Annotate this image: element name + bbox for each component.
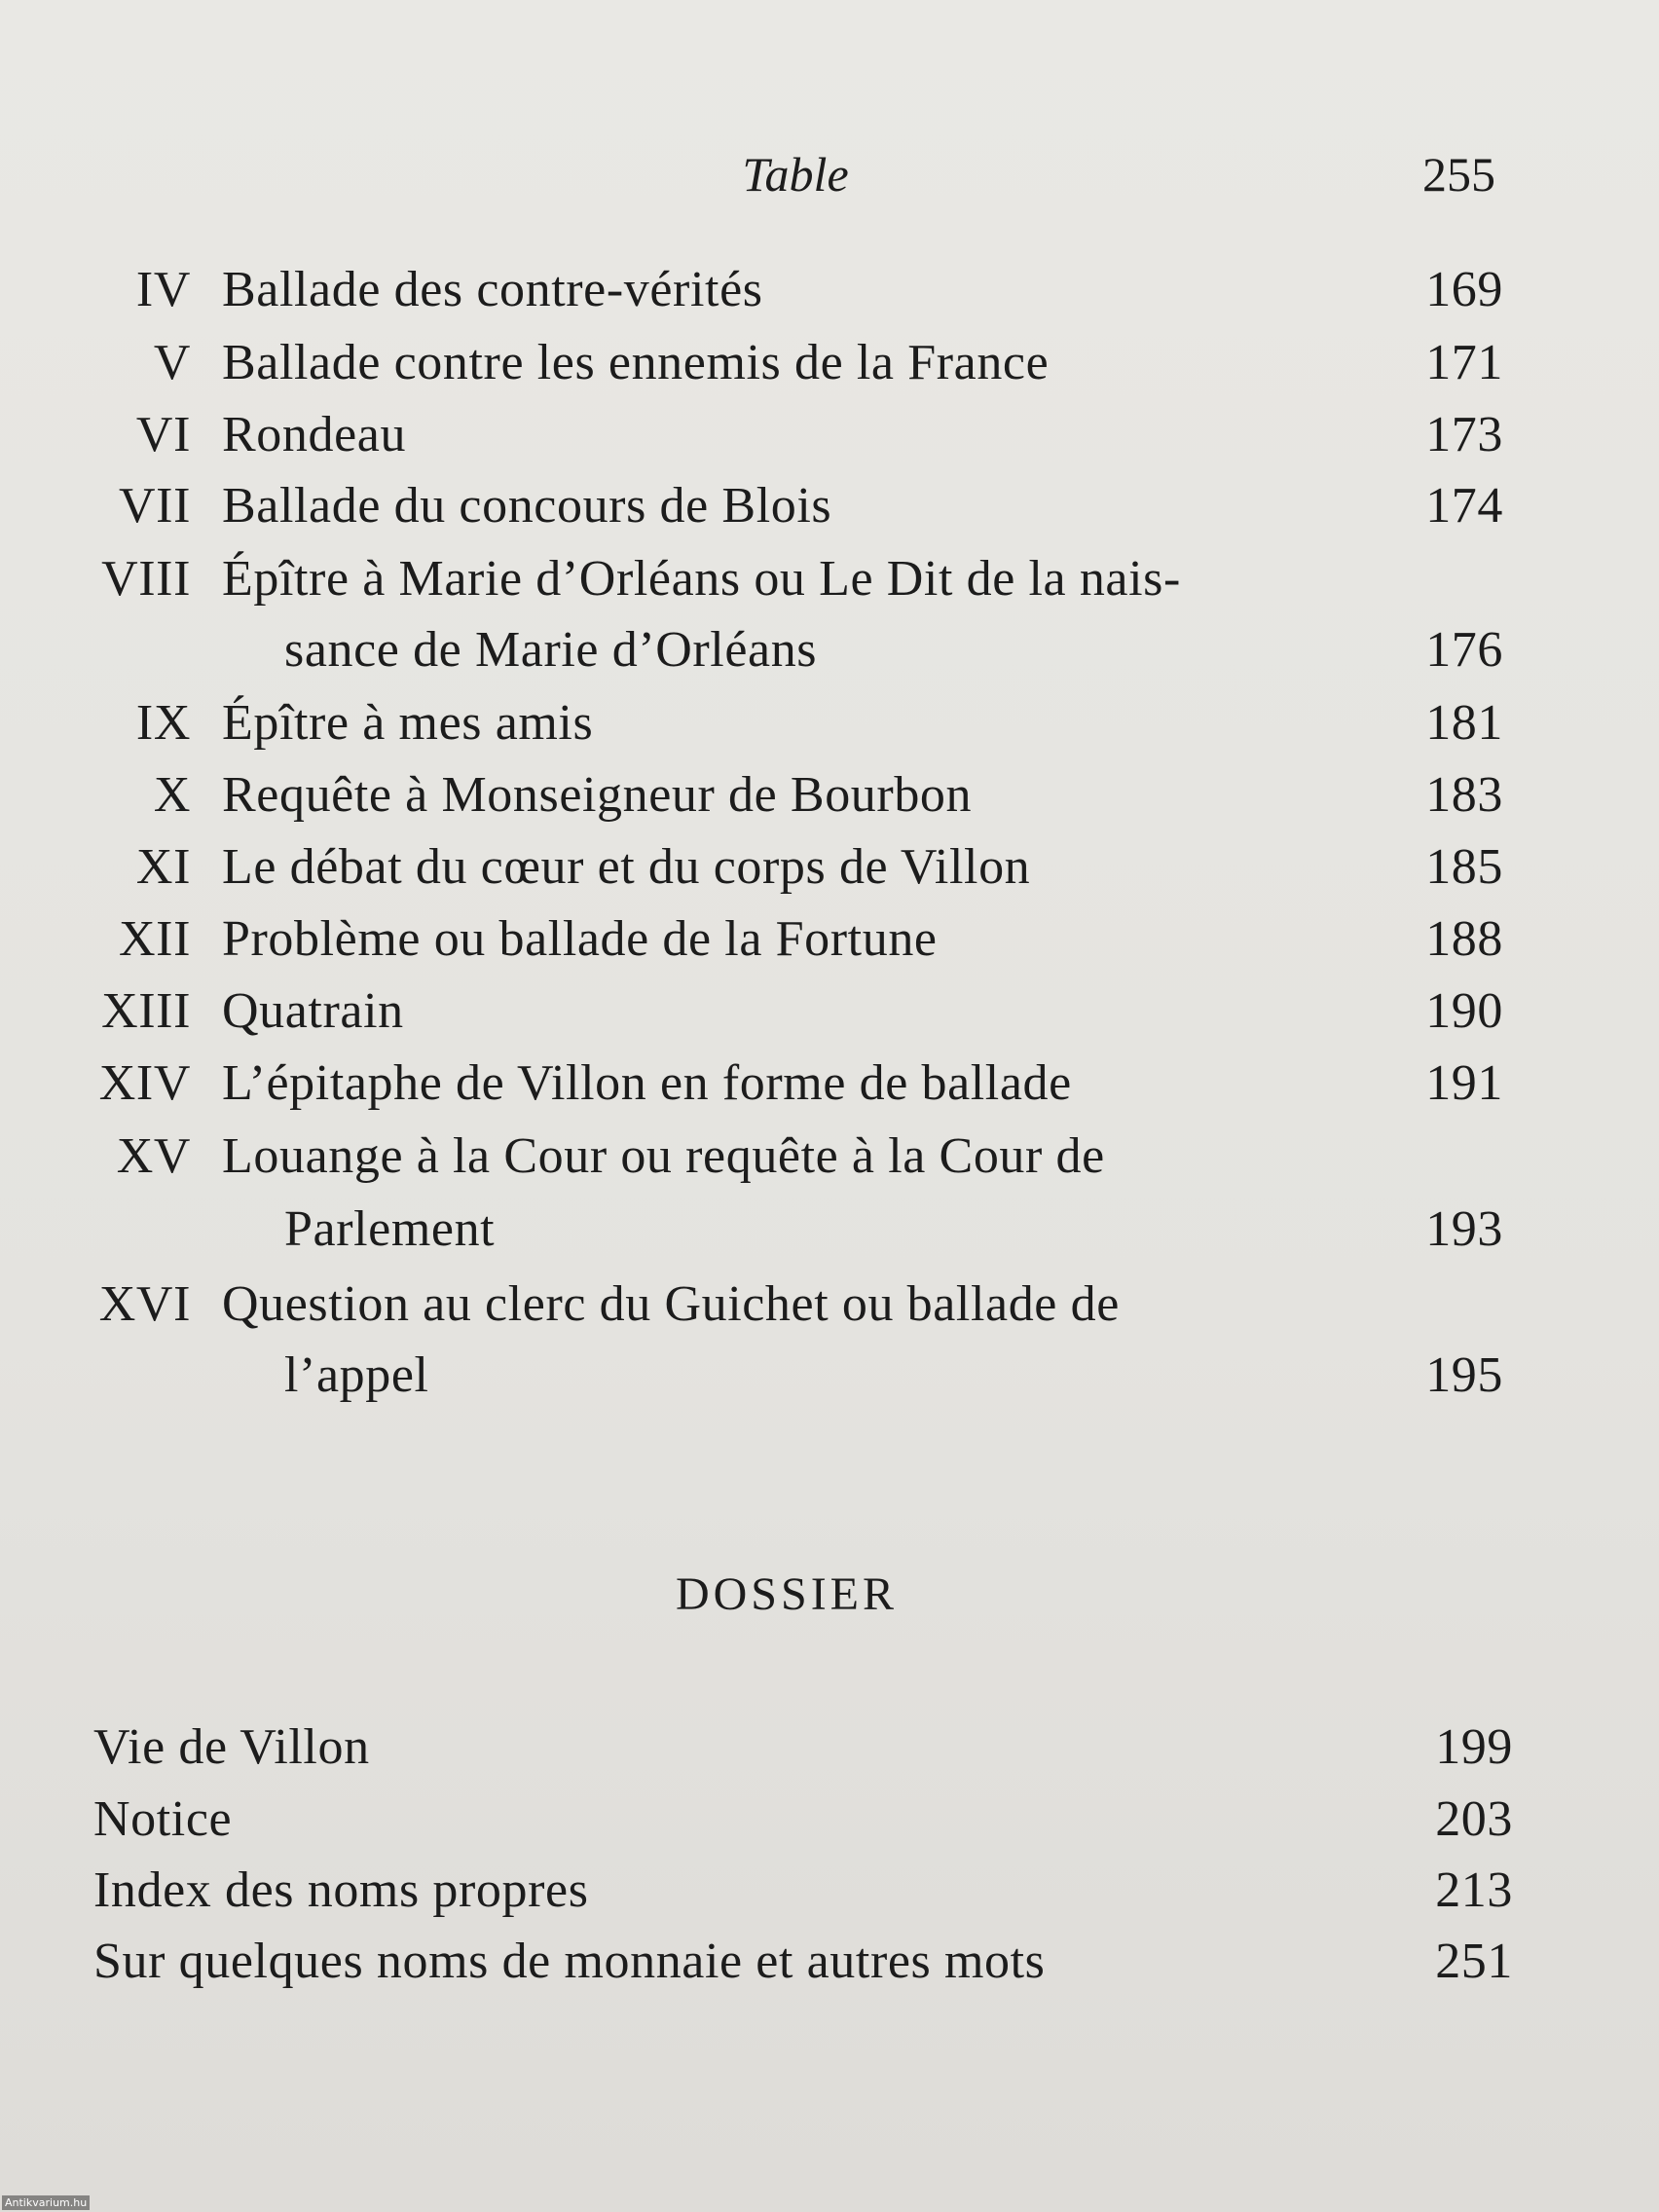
- toc-entry-page: 193: [1425, 1201, 1503, 1257]
- dossier-entry-page: 199: [1435, 1719, 1513, 1775]
- toc-entry-number: VII: [119, 478, 191, 534]
- toc-entry: [0, 761, 1659, 830]
- toc-entry-page: 169: [1425, 262, 1503, 317]
- toc-entry-number: IV: [135, 262, 191, 317]
- toc-entry: [0, 833, 1659, 902]
- dossier-entry: [0, 1714, 1659, 1782]
- toc-entry-title: L’épitaphe de Villon en forme de ballade: [222, 1055, 1072, 1111]
- source-watermark: Antikvarium.hu: [2, 2195, 90, 2210]
- toc-entry-title: Le débat du cœur et du corps de Villon: [222, 839, 1031, 895]
- toc-entry-page: 176: [1425, 622, 1503, 678]
- toc-entry-title-continued: Parlement: [284, 1201, 496, 1257]
- dossier-entry-title: Index des noms propres: [93, 1862, 589, 1918]
- dossier-entry-page: 251: [1435, 1934, 1513, 1989]
- toc-entry-title: Ballade contre les ennemis de la France: [222, 335, 1050, 390]
- toc-entry: [0, 1050, 1659, 1118]
- toc-entry-page: 195: [1425, 1347, 1503, 1403]
- toc-entry-page: 171: [1425, 335, 1503, 390]
- toc-entry-title: Requête à Monseigneur de Bourbon: [222, 767, 973, 823]
- toc-entry-number: XI: [135, 839, 191, 895]
- running-header-title: Table: [742, 147, 849, 202]
- toc-entry-number: IX: [135, 695, 191, 751]
- toc-entry-number: VIII: [101, 551, 191, 607]
- dossier-entry-title: Sur quelques noms de monnaie et autres mots: [93, 1934, 1046, 1989]
- toc-entry: [0, 1123, 1659, 1191]
- toc-entry-title: Rondeau: [222, 407, 407, 462]
- toc-entry: [0, 329, 1659, 397]
- toc-entry-page: 183: [1425, 767, 1503, 823]
- toc-entry: [0, 977, 1659, 1046]
- dossier-entry-title: Vie de Villon: [93, 1719, 370, 1775]
- toc-entry: [0, 545, 1659, 613]
- toc-entry-page: 188: [1425, 911, 1503, 967]
- dossier-entry-page: 203: [1435, 1791, 1513, 1847]
- dossier-heading: DOSSIER: [675, 1568, 899, 1620]
- toc-entry-number: XVI: [98, 1276, 191, 1332]
- running-header-page-number: 255: [1422, 147, 1495, 202]
- toc-entry-title: Ballade des contre-vérités: [222, 262, 763, 317]
- dossier-entry: [0, 1928, 1659, 1996]
- dossier-entry-page: 213: [1435, 1862, 1513, 1918]
- toc-entry-number: VI: [135, 407, 191, 462]
- toc-entry-continuation: [0, 1196, 1659, 1264]
- toc-entry-number: X: [153, 767, 191, 823]
- dossier-entry: [0, 1857, 1659, 1925]
- toc-entry-number: V: [153, 335, 191, 390]
- toc-entry-title-continued: l’appel: [284, 1347, 429, 1403]
- toc-entry-page: 190: [1425, 983, 1503, 1039]
- toc-entry: [0, 1271, 1659, 1339]
- toc-entry-title: Épître à mes amis: [222, 695, 594, 751]
- toc-entry-number: XIV: [98, 1055, 191, 1111]
- toc-entry-page: 181: [1425, 695, 1503, 751]
- toc-entry: [0, 256, 1659, 324]
- toc-entry: [0, 689, 1659, 757]
- toc-entry-title: Quatrain: [222, 983, 404, 1039]
- toc-entry-title: Ballade du concours de Blois: [222, 478, 832, 534]
- toc-entry-page: 174: [1425, 478, 1503, 534]
- toc-entry-number: XV: [116, 1128, 191, 1184]
- toc-entry-number: XIII: [101, 983, 191, 1039]
- toc-entry-number: XII: [119, 911, 191, 967]
- dossier-entry-title: Notice: [93, 1791, 233, 1847]
- toc-entry: [0, 401, 1659, 469]
- toc-entry: [0, 472, 1659, 540]
- toc-entry-page: 191: [1425, 1055, 1503, 1111]
- toc-entry-title: Épître à Marie d’Orléans ou Le Dit de la nais-: [222, 551, 1181, 607]
- toc-entry-page: 173: [1425, 407, 1503, 462]
- toc-entry-title-continued: sance de Marie d’Orléans: [284, 622, 818, 678]
- dossier-entry: [0, 1786, 1659, 1854]
- toc-entry-page: 185: [1425, 839, 1503, 895]
- toc-entry-title: Problème ou ballade de la Fortune: [222, 911, 938, 967]
- toc-entry-title: Louange à la Cour ou requête à la Cour de: [222, 1128, 1105, 1184]
- toc-entry-title: Question au clerc du Guichet ou ballade de: [222, 1276, 1120, 1332]
- toc-entry-continuation: [0, 1342, 1659, 1410]
- toc-entry: [0, 905, 1659, 974]
- toc-entry-continuation: [0, 616, 1659, 684]
